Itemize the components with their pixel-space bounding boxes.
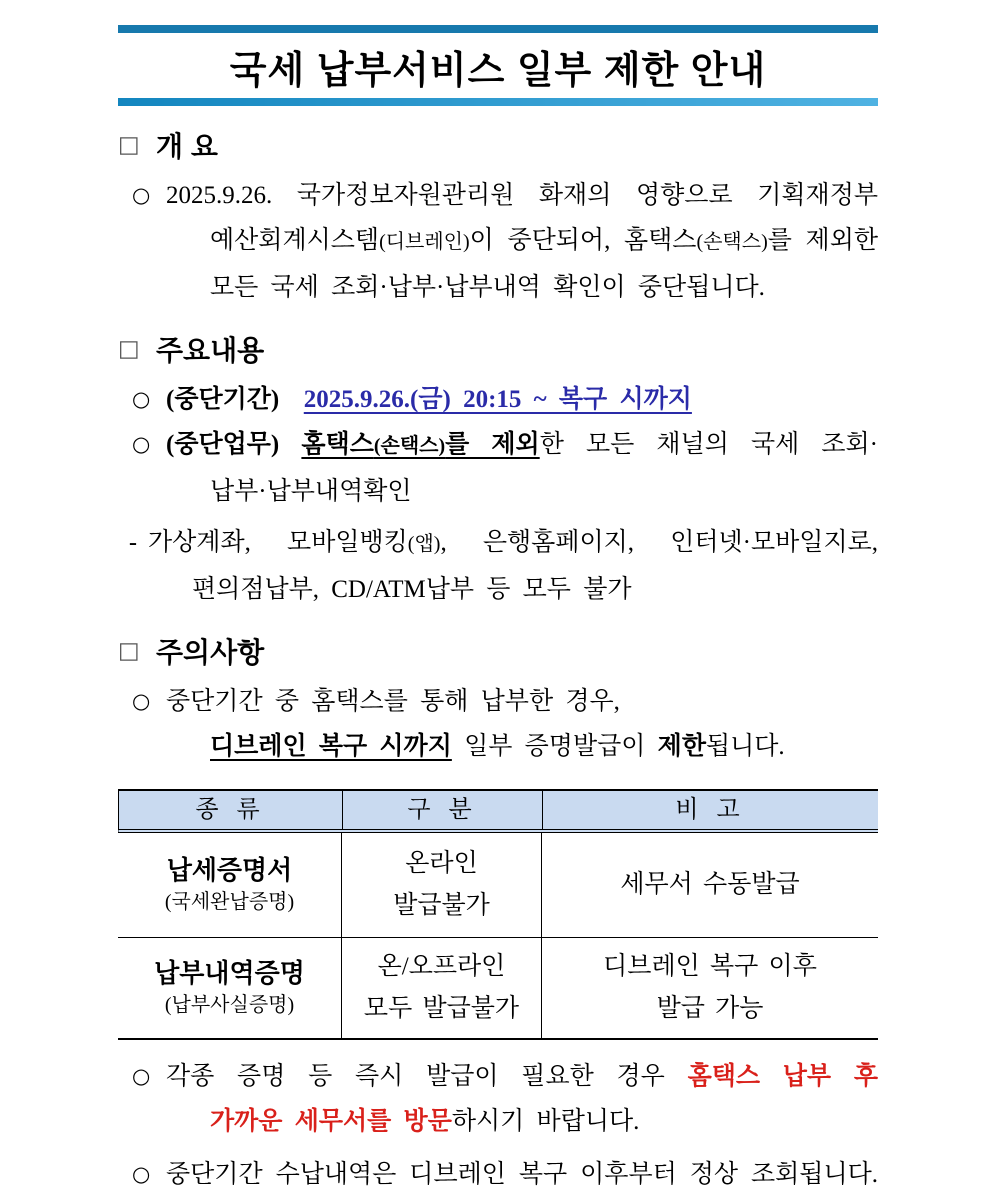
page-title: 국세 납부서비스 일부 제한 안내 — [229, 50, 767, 92]
channel-list-text — [148, 520, 878, 567]
section-heading-caution-label: 주의사항 — [156, 637, 265, 668]
notice-page — [0, 25, 984, 1188]
overview-line-2 — [118, 218, 878, 265]
footer-block — [118, 1054, 878, 1197]
circle-bullet-icon: ○ — [132, 1162, 151, 1186]
cert-status-line: 온라인 — [405, 850, 478, 877]
channel-seg: 가상계좌, 모바일뱅킹 — [148, 529, 408, 556]
caution-line-2 — [118, 724, 878, 769]
overview-seg: 예산회계시스템 — [210, 227, 380, 254]
cert-status-line: 발급불가 — [393, 892, 490, 919]
suspension-period-line — [118, 377, 878, 422]
caution-seg: 됩니다. — [705, 733, 785, 760]
title-bar-top-rule — [118, 25, 878, 33]
footer-seg: 하시기 바랍니다. — [451, 1108, 640, 1135]
paren-small-text: (손택스) — [696, 231, 768, 253]
bullet-spacer — [132, 218, 166, 265]
work-seg: 한 모든 채널의 국세 조회· — [539, 431, 879, 458]
section-heading-caution — [118, 631, 878, 671]
table-header-note: 비 고 — [542, 791, 878, 829]
circle-bullet-icon: ○ — [132, 689, 151, 713]
overview-line-2-text — [210, 218, 878, 265]
channel-list-line-1 — [118, 520, 878, 567]
visit-office-emphasis: 가까운 세무서를 방문 — [210, 1108, 452, 1135]
cert-status-line: 온/오프라인 — [377, 953, 506, 980]
channel-list-line-2 — [118, 567, 878, 612]
visit-office-text — [166, 1054, 878, 1099]
cert-type-name: 납부내역증명 — [154, 959, 305, 988]
table-row — [118, 937, 878, 1038]
suspended-work-line-1 — [118, 422, 878, 469]
visit-office-line-2-text — [210, 1099, 878, 1144]
receipt-history-line — [118, 1152, 878, 1197]
cert-status-cell — [341, 833, 541, 937]
cert-status-line: 모두 발급불가 — [363, 995, 520, 1022]
dash-bullet-icon: - — [128, 528, 138, 557]
overview-seg: 를 제외한 — [767, 227, 878, 254]
section-heading-overview — [118, 125, 878, 165]
bullet-spacer — [132, 265, 166, 310]
table-header-type: 종 류 — [195, 797, 266, 823]
circle-bullet-icon: ○ — [132, 387, 151, 411]
overview-line-1-text: 2025.9.26. 국가정보자원관리원 화재의 영향으로 기획재정부 — [166, 182, 878, 209]
square-marker-icon: □ — [118, 336, 140, 362]
table-header-row — [118, 791, 878, 833]
cert-type-sub: (납부사실증명) — [164, 994, 295, 1016]
hometax-exception-emphasis — [301, 431, 539, 458]
square-marker-icon: □ — [118, 638, 140, 664]
caution-line-2-text — [210, 724, 878, 769]
section-heading-main — [118, 329, 878, 369]
section-heading-main-label: 주요내용 — [156, 335, 265, 366]
cert-type-sub: (국세완납증명) — [164, 891, 295, 913]
suspended-work-label: (중단업무) — [166, 431, 280, 458]
overview-seg: 이 중단되어, 홈택스 — [469, 227, 697, 254]
hometax-pay-emphasis: 홈택스 납부 후 — [687, 1063, 878, 1090]
paren-small-text: (디브레인) — [379, 231, 470, 253]
suspended-work-line-2 — [118, 469, 878, 514]
cert-status-cell — [341, 938, 541, 1038]
overview-line-3-text: 모든 국세 조회·납부·납부내역 확인이 중단됩니다. — [210, 274, 765, 301]
caution-seg: 일부 증명발급이 — [451, 733, 658, 760]
table-row — [118, 833, 878, 937]
cert-note-line: 디브레인 복구 이후 — [603, 953, 817, 980]
certificate-table — [118, 789, 878, 1040]
caution-block — [118, 679, 878, 769]
footer-seg: 각종 증명 등 즉시 발급이 필요한 경우 — [166, 1063, 688, 1090]
bullet-spacer — [132, 1099, 166, 1144]
caution-line-1 — [118, 679, 878, 724]
cert-note-cell — [541, 938, 878, 1038]
cert-type-cell — [118, 938, 341, 1038]
cert-type-cell — [118, 833, 341, 937]
work-seg: 홈택스 — [301, 431, 374, 458]
suspension-period-value: 2025.9.26.(금) 20:15 ~ 복구 시까지 — [303, 386, 692, 413]
section-heading-overview-label: 개 요 — [156, 131, 218, 162]
circle-bullet-icon: ○ — [132, 1064, 151, 1088]
suspended-work-text — [166, 422, 878, 469]
channel-seg: , 은행홈페이지, 인터넷·모바일지로, — [440, 529, 878, 556]
suspension-period-label: (중단기간) — [166, 386, 280, 413]
channel-list-line-2-text: 편의점납부, CD/ATM납부 등 모두 불가 — [192, 576, 632, 603]
work-seg: 를 제외 — [445, 431, 540, 458]
caution-line-1-text: 중단기간 중 홈택스를 통해 납부한 경우, — [166, 688, 620, 715]
suspension-period-text — [166, 377, 878, 422]
main-content-block — [118, 377, 878, 612]
table-header-category: 구 분 — [342, 791, 542, 829]
cert-note-cell — [541, 833, 878, 937]
visit-office-line-2 — [118, 1099, 878, 1144]
square-marker-icon: □ — [118, 132, 140, 158]
bullet-spacer — [132, 469, 166, 514]
overview-paragraph — [118, 173, 878, 310]
circle-bullet-icon: ○ — [132, 183, 151, 207]
circle-bullet-icon: ○ — [132, 432, 151, 456]
cert-type-name: 납세증명서 — [166, 856, 293, 885]
paren-small-text: (손택스) — [373, 435, 446, 457]
paren-small-text: (앱) — [407, 533, 441, 555]
suspended-work-line-2-text: 납부·납부내역확인 — [210, 478, 412, 505]
bullet-spacer — [118, 567, 148, 612]
title-bar-bottom-rule — [118, 98, 878, 106]
overview-line-1 — [118, 173, 878, 218]
overview-line-3 — [118, 265, 878, 310]
receipt-history-text: 중단기간 수납내역은 디브레인 복구 이후부터 정상 조회됩니다. — [166, 1161, 878, 1188]
bullet-spacer — [132, 724, 166, 769]
visit-office-line-1 — [118, 1054, 878, 1099]
cert-note-line: 세무서 수동발급 — [620, 871, 800, 898]
restricted-emphasis: 제한 — [657, 733, 706, 760]
debrain-recovery-emphasis: 디브레인 복구 시까지 — [210, 733, 452, 760]
cert-note-line: 발급 가능 — [656, 995, 764, 1022]
